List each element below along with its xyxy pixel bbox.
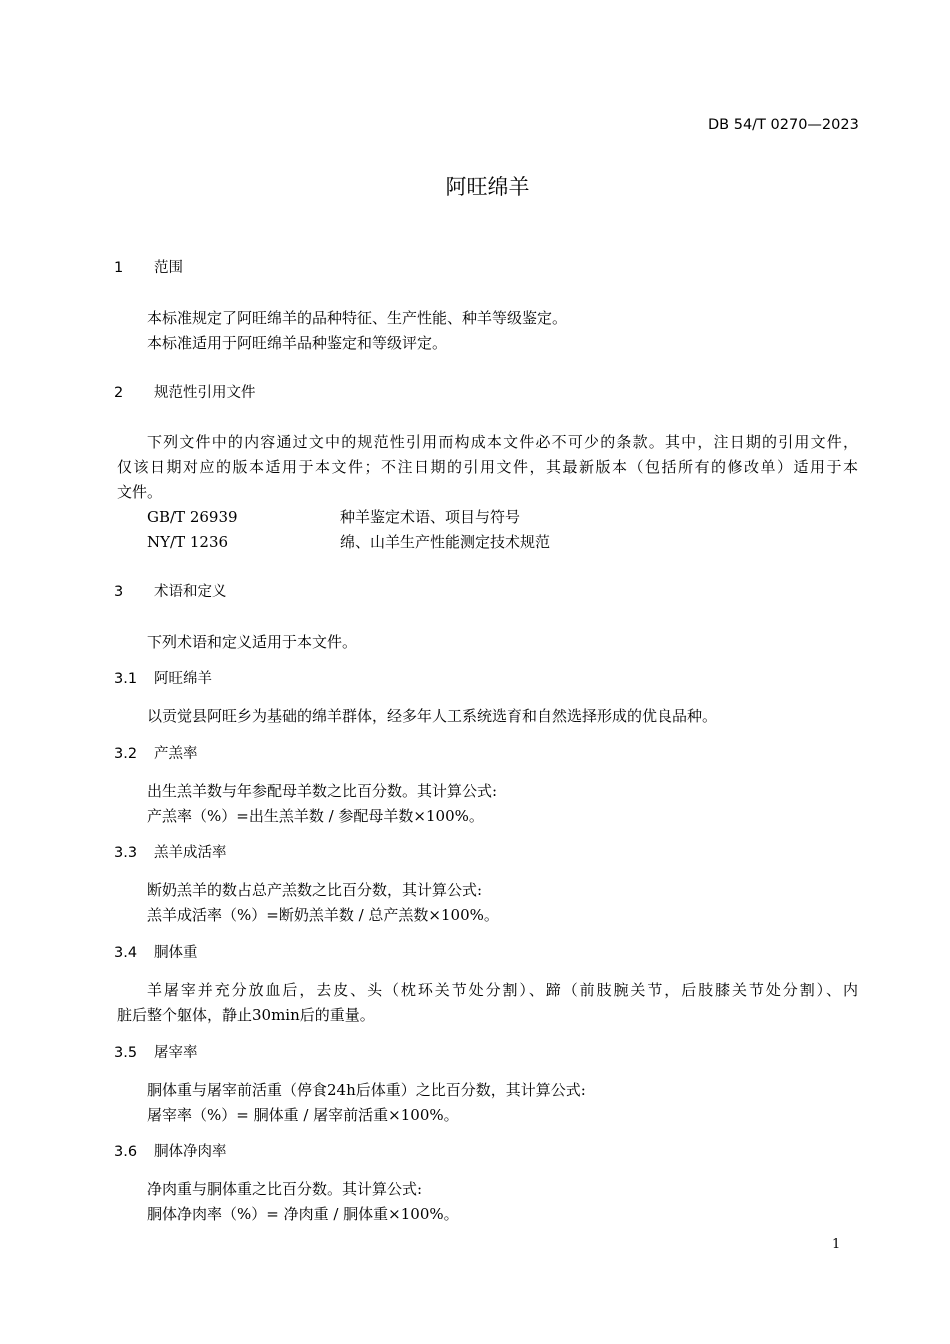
term-heading: 3.3 羔羊成活率	[114, 845, 227, 861]
reference-code: NY/T 1236	[147, 533, 229, 551]
term-definition-line: 净肉重与胴体重之比百分数。其计算公式:	[147, 1180, 423, 1198]
term-heading: 3.5 屠宰率	[114, 1045, 198, 1061]
section-heading: 2 规范性引用文件	[114, 385, 256, 401]
term-heading: 3.4 胴体重	[114, 945, 198, 961]
paragraph: 本标准适用于阿旺绵羊品种鉴定和等级评定。	[147, 334, 448, 352]
term-definition-line: 断奶羔羊的数占总产羔数之比百分数，其计算公式:	[147, 881, 483, 899]
term-heading: 3.2 产羔率	[114, 746, 198, 762]
doc-title: 阿旺绵羊	[445, 175, 530, 199]
term-definition-line: 羔羊成活率（%）=断奶羔羊数 / 总产羔数×100%。	[147, 906, 499, 924]
term-definition-line: 脏后整个躯体，静止30min后的重量。	[117, 1006, 375, 1024]
paragraph: 仅该日期对应的版本适用于本文件；不注日期的引用文件，其最新版本（包括所有的修改单）适用于本	[117, 458, 858, 476]
term-definition-line: 屠宰率（%）= 胴体重 / 屠宰前活重×100%。	[147, 1106, 459, 1124]
reference-code: GB/T 26939	[147, 508, 238, 526]
term-heading: 3.1 阿旺绵羊	[114, 671, 212, 687]
section-heading: 3 术语和定义	[114, 584, 227, 600]
term-definition-line: 胴体重与屠宰前活重（停食24h后体重）之比百分数，其计算公式:	[147, 1081, 586, 1099]
reference-name: 绵、山羊生产性能测定技术规范	[340, 533, 551, 551]
page-number: 1	[832, 1237, 841, 1252]
section-heading: 1 范围	[114, 260, 183, 276]
term-heading: 3.6 胴体净肉率	[114, 1144, 227, 1160]
paragraph: 下列术语和定义适用于本文件。	[147, 633, 358, 651]
doc-code: DB 54/T 0270—2023	[708, 117, 859, 133]
paragraph: 文件。	[117, 483, 163, 501]
reference-name: 种羊鉴定术语、项目与符号	[340, 508, 521, 526]
term-definition-line: 出生羔羊数与年参配母羊数之比百分数。其计算公式:	[147, 782, 498, 800]
term-definition-line: 胴体净肉率（%）= 净肉重 / 胴体重×100%。	[147, 1205, 459, 1223]
paragraph: 本标准规定了阿旺绵羊的品种特征、生产性能、种羊等级鉴定。	[147, 309, 568, 327]
term-definition-line: 羊屠宰并充分放血后，去皮、头（枕环关节处分割）、蹄（前肢腕关节，后肢膝关节处分割）、内	[147, 981, 858, 999]
term-definition-line: 产羔率（%）=出生羔羊数 / 参配母羊数×100%。	[147, 807, 484, 825]
term-definition-line: 以贡觉县阿旺乡为基础的绵羊群体，经多年人工系统选育和自然选择形成的优良品种。	[147, 707, 718, 725]
paragraph: 下列文件中的内容通过文中的规范性引用而构成本文件必不可少的条款。其中，注日期的引用文件，	[147, 433, 858, 451]
